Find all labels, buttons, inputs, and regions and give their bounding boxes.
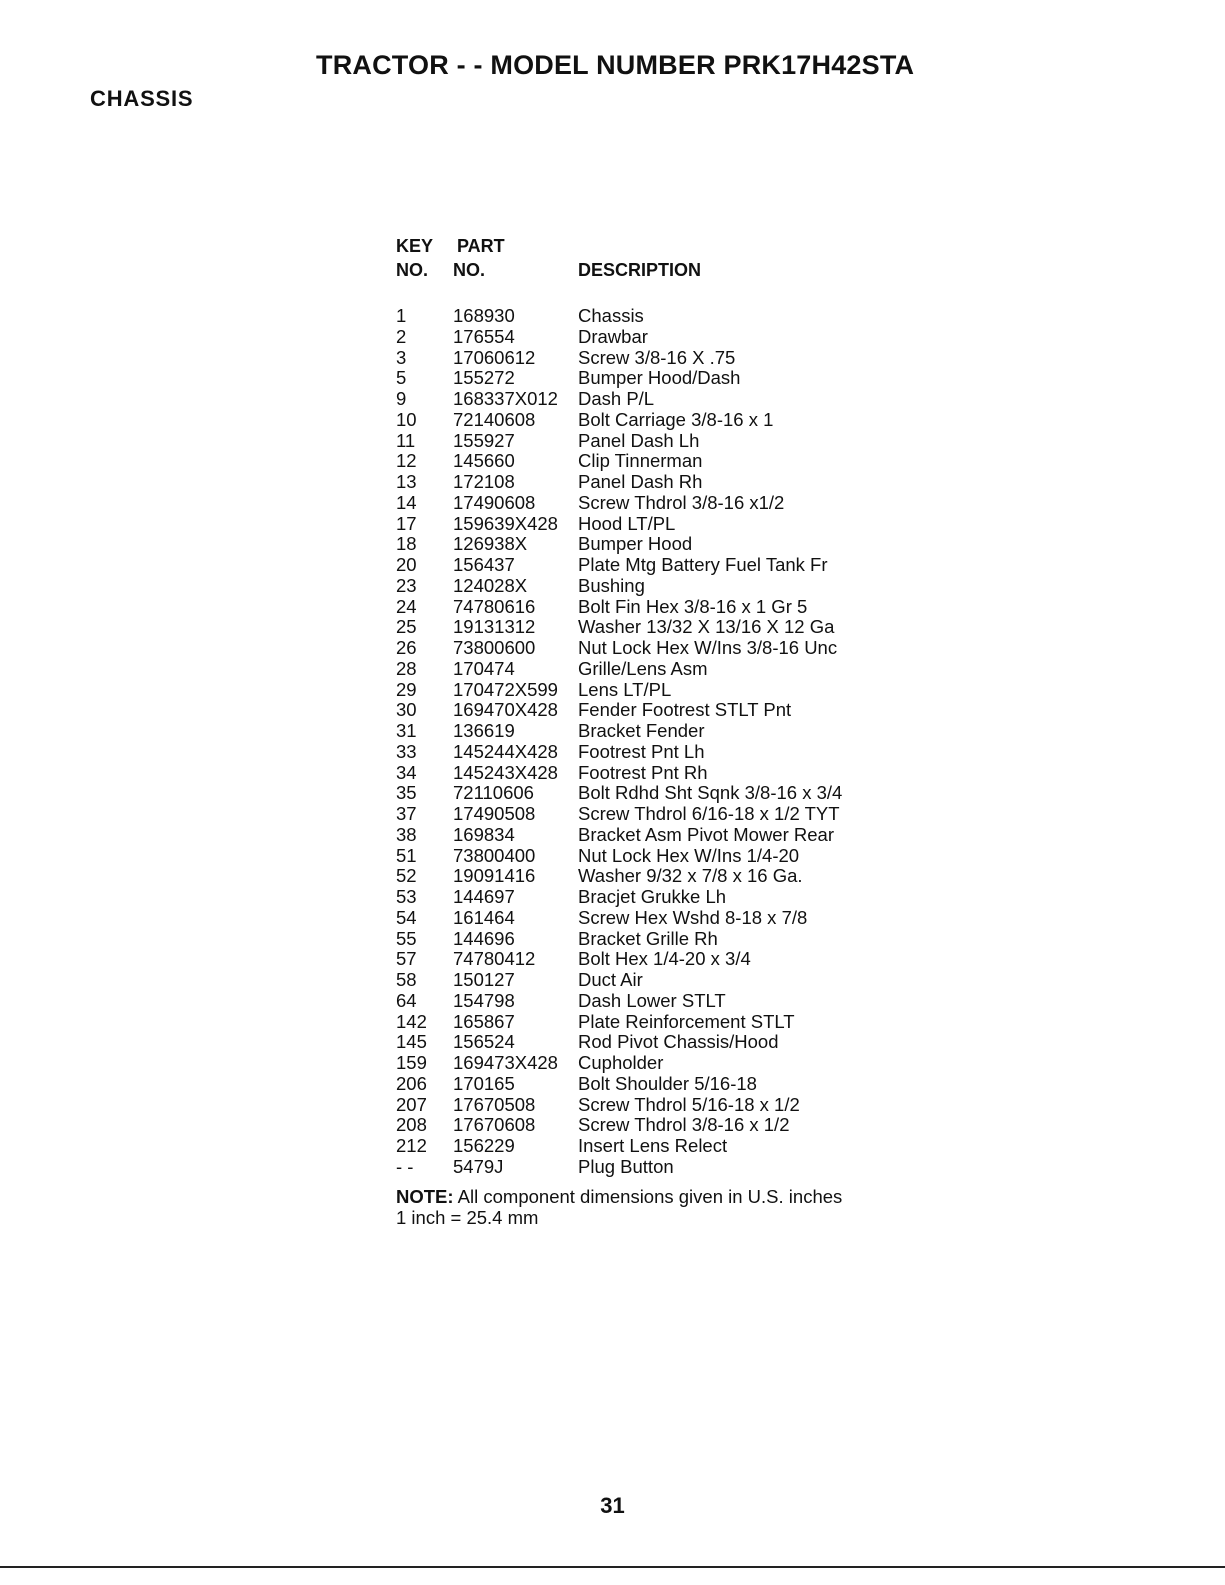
table-row [396, 306, 1016, 327]
table-row [396, 493, 1016, 514]
table-row [396, 617, 1016, 638]
part-no: 17490608 [453, 491, 536, 513]
key-no: 64 [396, 989, 417, 1011]
note-text: All component dimensions given in U.S. inches [453, 1185, 843, 1207]
key-no: 14 [396, 491, 417, 513]
parts-list [396, 236, 1016, 1228]
table-row [396, 680, 1016, 701]
key-no: 28 [396, 657, 417, 679]
key-no: 37 [396, 803, 417, 824]
part-description: Bolt Fin Hex 3/8-16 x 1 Gr 5 [578, 595, 808, 617]
part-description: Cupholder [578, 1052, 664, 1073]
part-description: Screw Thdrol 5/16-18 x 1/2 [578, 1093, 800, 1115]
part-description: Plug Button [578, 1155, 674, 1177]
table-row [396, 783, 1016, 804]
part-no: 145660 [453, 450, 515, 472]
part-description: Footrest Pnt Lh [578, 740, 705, 762]
key-no: 33 [396, 740, 417, 762]
part-no: 17670608 [453, 1114, 536, 1136]
table-row [396, 451, 1016, 472]
part-no: 144696 [453, 927, 515, 949]
key-no: 26 [396, 637, 417, 658]
part-no: 124028X [453, 574, 528, 596]
part-no: 74780412 [453, 948, 536, 970]
key-no: 10 [396, 408, 417, 430]
key-no: 11 [396, 429, 416, 451]
table-row [396, 389, 1016, 410]
table-row [396, 472, 1016, 493]
part-no: 17490508 [453, 803, 536, 824]
part-header-line1: PART [457, 236, 505, 256]
table-row [396, 1032, 1016, 1053]
table-row [396, 887, 1016, 908]
part-no: 19131312 [453, 616, 536, 638]
key-no: 23 [396, 574, 417, 596]
table-row [396, 1074, 1016, 1095]
part-no: 5479J [453, 1155, 504, 1177]
table-row [396, 1012, 1016, 1033]
part-no: 17060612 [453, 346, 536, 368]
bottom-rule [0, 1566, 1225, 1568]
key-no: 29 [396, 678, 417, 700]
key-no: 34 [396, 761, 417, 783]
part-description: Bracket Asm Pivot Mower Rear [578, 823, 834, 845]
table-row [396, 846, 1016, 867]
note [396, 1186, 1016, 1228]
key-no: 57 [396, 948, 417, 970]
part-no: 156229 [453, 1135, 515, 1156]
part-description: Washer 9/32 x 7/8 x 16 Ga. [578, 865, 803, 887]
table-row [396, 638, 1016, 659]
part-no: 161464 [453, 906, 515, 928]
table-row [396, 1157, 1016, 1178]
key-header-line1: KEY [396, 236, 434, 256]
part-description: Drawbar [578, 325, 648, 347]
part-no: 170472X599 [453, 678, 558, 700]
key-no: 9 [396, 388, 407, 409]
part-description: Panel Dash Rh [578, 471, 703, 492]
part-description: Insert Lens Relect [578, 1135, 728, 1156]
table-row [396, 700, 1016, 721]
key-no: 20 [396, 554, 417, 575]
table-row [396, 949, 1016, 970]
table-row [396, 825, 1016, 846]
part-no: 168337X012 [453, 388, 558, 409]
part-no: 73800400 [453, 844, 536, 866]
part-description: Footrest Pnt Rh [578, 761, 708, 783]
part-description: Dash Lower STLT [578, 989, 726, 1011]
part-description: Bracket Grille Rh [578, 927, 718, 949]
part-no: 145244X428 [453, 740, 558, 762]
part-description: Screw Thdrol 3/8-16 x 1/2 [578, 1114, 790, 1136]
part-no: 156524 [453, 1031, 515, 1053]
table-row [396, 908, 1016, 929]
part-no: 159639X428 [453, 512, 558, 534]
part-description: Hood LT/PL [578, 512, 676, 534]
key-no: 24 [396, 595, 417, 617]
key-no: 2 [396, 325, 407, 347]
table-row [396, 368, 1016, 389]
key-no: 53 [396, 886, 417, 907]
key-no: 1 [396, 305, 407, 326]
part-description: Bracket Fender [578, 720, 705, 741]
key-no: 13 [396, 471, 417, 492]
table-row [396, 1053, 1016, 1074]
key-no: 55 [396, 927, 417, 949]
key-no: 17 [396, 512, 417, 534]
key-no: 206 [396, 1072, 427, 1094]
key-no: 12 [396, 450, 417, 472]
part-description: Washer 13/32 X 13/16 X 12 Ga [578, 616, 835, 638]
table-row [396, 327, 1016, 348]
part-no: 172108 [453, 471, 515, 492]
part-description: Bolt Hex 1/4-20 x 3/4 [578, 948, 751, 970]
part-no: 136619 [453, 720, 515, 741]
part-no: 169473X428 [453, 1052, 558, 1073]
part-no: 168930 [453, 305, 515, 326]
key-no: 58 [396, 969, 417, 990]
table-row [396, 929, 1016, 950]
table-row [396, 410, 1016, 431]
part-description: Screw 3/8-16 X .75 [578, 346, 736, 368]
part-description: Lens LT/PL [578, 678, 672, 700]
part-header-line2: NO. [453, 260, 486, 280]
part-no: 155272 [453, 367, 515, 389]
part-description: Plate Reinforcement STLT [578, 1010, 795, 1032]
part-description: Bracjet Grukke Lh [578, 886, 727, 907]
part-description: Nut Lock Hex W/Ins 1/4-20 [578, 844, 800, 866]
key-no: 51 [396, 844, 417, 866]
key-no: 54 [396, 906, 417, 928]
part-description: Bushing [578, 574, 645, 596]
part-description: Bumper Hood [578, 533, 693, 555]
note-conversion: 1 inch = 25.4 mm [396, 1206, 539, 1228]
part-description: Bolt Shoulder 5/16-18 [578, 1072, 757, 1094]
key-no: 208 [396, 1114, 427, 1136]
table-row [396, 534, 1016, 555]
part-no: 156437 [453, 554, 515, 575]
table-row [396, 659, 1016, 680]
part-no: 165867 [453, 1010, 515, 1032]
part-description: Fender Footrest STLT Pnt [578, 699, 792, 721]
key-no: - - [396, 1155, 414, 1177]
section-title: CHASSIS [90, 86, 194, 111]
table-row [396, 866, 1016, 887]
key-no: 35 [396, 782, 417, 804]
table-row [396, 555, 1016, 576]
parts-rows [396, 306, 1016, 1178]
part-no: 154798 [453, 989, 515, 1011]
key-header-line2: NO. [396, 260, 429, 280]
part-no: 169470X428 [453, 699, 558, 721]
part-description: Screw Thdrol 3/8-16 x1/2 [578, 491, 785, 513]
key-no: 207 [396, 1093, 427, 1115]
table-row [396, 721, 1016, 742]
part-no: 155927 [453, 429, 515, 451]
part-description: Plate Mtg Battery Fuel Tank Fr [578, 554, 828, 575]
key-no: 212 [396, 1135, 427, 1156]
table-row [396, 514, 1016, 535]
page-number: 31 [600, 1493, 625, 1518]
part-description: Bumper Hood/Dash [578, 367, 741, 389]
part-description: Nut Lock Hex W/Ins 3/8-16 Unc [578, 637, 838, 658]
part-description: Duct Air [578, 969, 643, 990]
key-no: 31 [396, 720, 417, 741]
part-no: 150127 [453, 969, 515, 990]
description-header: DESCRIPTION [578, 260, 702, 280]
key-no: 3 [396, 346, 407, 368]
key-no: 5 [396, 367, 407, 389]
key-no: 52 [396, 865, 417, 887]
table-row [396, 1115, 1016, 1136]
part-no: 72140608 [453, 408, 536, 430]
key-no: 25 [396, 616, 417, 638]
part-no: 169834 [453, 823, 515, 845]
part-no: 170165 [453, 1072, 515, 1094]
page-title: TRACTOR - - MODEL NUMBER PRK17H42STA [316, 50, 915, 80]
part-no: 17670508 [453, 1093, 536, 1115]
table-row [396, 576, 1016, 597]
part-no: 73800600 [453, 637, 536, 658]
part-description: Bolt Rdhd Sht Sqnk 3/8-16 x 3/4 [578, 782, 843, 804]
part-no: 74780616 [453, 595, 536, 617]
part-no: 72110606 [453, 782, 534, 804]
key-no: 142 [396, 1010, 427, 1032]
column-headers [396, 236, 1016, 284]
part-no: 19091416 [453, 865, 536, 887]
part-description: Screw Hex Wshd 8-18 x 7/8 [578, 906, 808, 928]
part-description: Panel Dash Lh [578, 429, 700, 451]
key-no: 30 [396, 699, 417, 721]
table-row [396, 348, 1016, 369]
table-row [396, 597, 1016, 618]
part-description: Rod Pivot Chassis/Hood [578, 1031, 779, 1053]
table-row [396, 1136, 1016, 1157]
table-row [396, 763, 1016, 784]
part-description: Grille/Lens Asm [578, 657, 708, 679]
part-description: Screw Thdrol 6/16-18 x 1/2 TYT [578, 803, 840, 824]
key-no: 38 [396, 823, 417, 845]
key-no: 159 [396, 1052, 427, 1073]
part-no: 144697 [453, 886, 515, 907]
part-description: Bolt Carriage 3/8-16 x 1 [578, 408, 774, 430]
part-description: Clip Tinnerman [578, 450, 703, 472]
table-row [396, 431, 1016, 452]
table-row [396, 970, 1016, 991]
part-no: 176554 [453, 325, 515, 347]
table-row [396, 742, 1016, 763]
part-no: 145243X428 [453, 761, 558, 783]
part-no: 126938X [453, 533, 528, 555]
key-no: 145 [396, 1031, 427, 1053]
table-row [396, 991, 1016, 1012]
part-description: Chassis [578, 305, 644, 326]
table-row [396, 804, 1016, 825]
part-no: 170474 [453, 657, 515, 679]
table-row [396, 1095, 1016, 1116]
note-label: NOTE: [396, 1185, 454, 1207]
part-description: Dash P/L [578, 388, 655, 409]
key-no: 18 [396, 533, 417, 555]
